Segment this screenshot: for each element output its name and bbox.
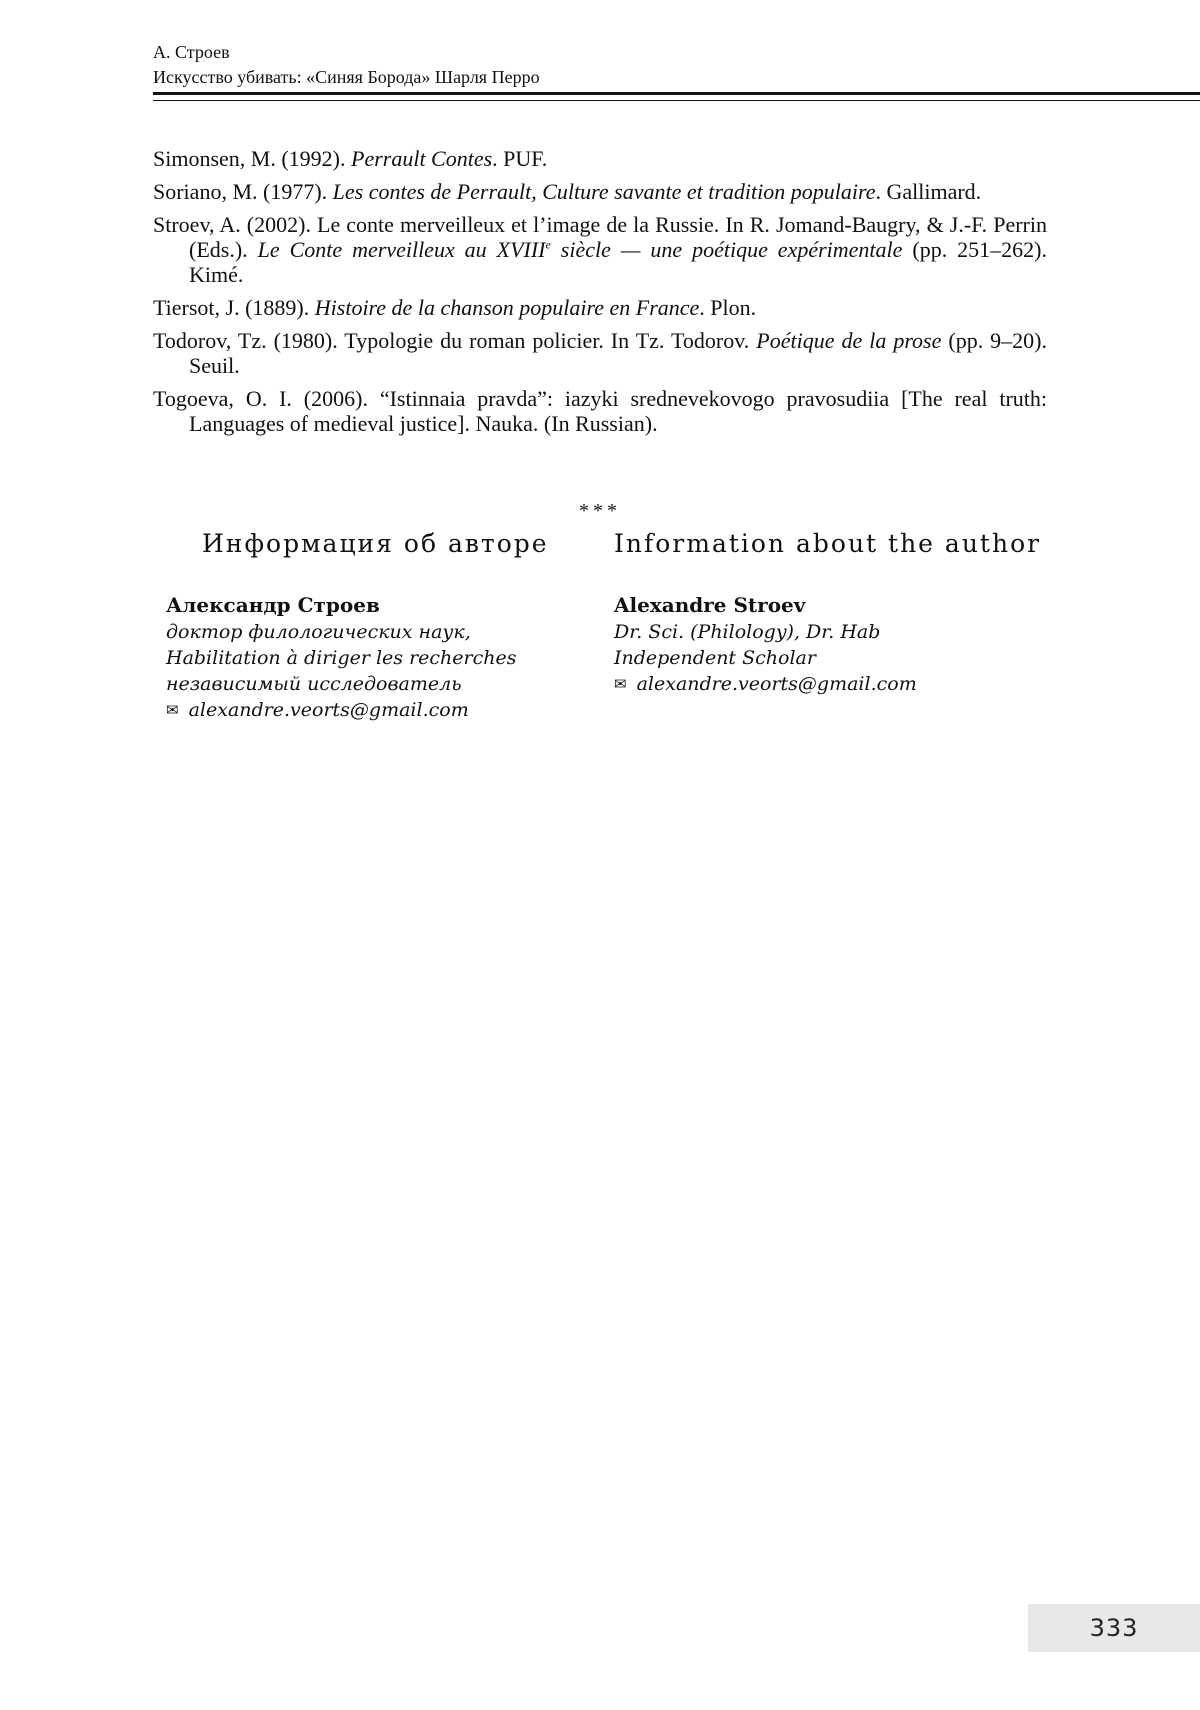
section-separator: ***: [579, 500, 621, 522]
author-info-ru: [166, 526, 566, 723]
running-head: [153, 40, 1200, 90]
author-info-en: [614, 526, 1094, 697]
header-author: А. Строев: [153, 42, 230, 62]
envelope-icon: ✉: [166, 701, 179, 719]
author-degree-en: Dr. Sci. (Philology), Dr. Hab: [614, 621, 881, 643]
reference-item: Togoeva, O. I. (2006). “Istinnaia pravda”: iazyki srednevekovogo pravosudiia [The real truth: Languages of medieval justice]. Nauka. (In Russian).: [153, 386, 1047, 436]
author-email-ru[interactable]: alexandre.veorts@gmail.com: [188, 699, 469, 721]
author-email-row-en: [614, 671, 1094, 697]
author-name-ru: Александр Строев: [166, 593, 380, 617]
header-rule-thin: [153, 100, 1200, 101]
reference-item: Stroev, A. (2002). Le conte merveilleux et l’image de la Russie. In R. Jomand-Baugry, & J.-F. Perrin (Eds.). Le Conte merveilleux au XVIIIe siècle — une poétique expérimentale (pp. 251–262). Kimé.: [153, 212, 1048, 287]
page-number-box: [1028, 1604, 1200, 1652]
author-info-heading-ru: Информация об авторе: [202, 529, 549, 558]
page-number: 333: [1089, 1614, 1139, 1642]
author-name-en: Alexandre Stroev: [614, 593, 806, 617]
author-affiliation-ru: независимый исследователь: [166, 673, 462, 695]
reference-list: [153, 146, 1047, 444]
header-rule-thick: [153, 92, 1200, 95]
author-degree-ru: доктор филологических наук,: [166, 621, 471, 643]
author-email-en[interactable]: alexandre.veorts@gmail.com: [636, 673, 917, 695]
author-affiliation-en: Independent Scholar: [614, 647, 816, 669]
author-info-heading-en: Information about the author: [614, 529, 1042, 558]
author-habilitation-ru: Habilitation à diriger les recherches: [166, 647, 517, 669]
reference-item: Todorov, Tz. (1980). Typologie du roman policier. In Tz. Todorov. Poétique de la prose (pp. 9–20). Seuil.: [153, 328, 1048, 378]
envelope-icon: ✉: [614, 675, 627, 693]
reference-item: Simonsen, M. (1992). Perrault Contes. PUF.: [153, 146, 548, 171]
reference-item: Soriano, M. (1977). Les contes de Perrault, Culture savante et tradition populaire. Gallimard.: [153, 179, 982, 204]
reference-item: Tiersot, J. (1889). Histoire de la chanson populaire en France. Plon.: [153, 295, 757, 320]
author-email-row-ru: [166, 697, 566, 723]
header-title: Искусство убивать: «Синяя Борода» Шарля Перро: [153, 67, 540, 87]
